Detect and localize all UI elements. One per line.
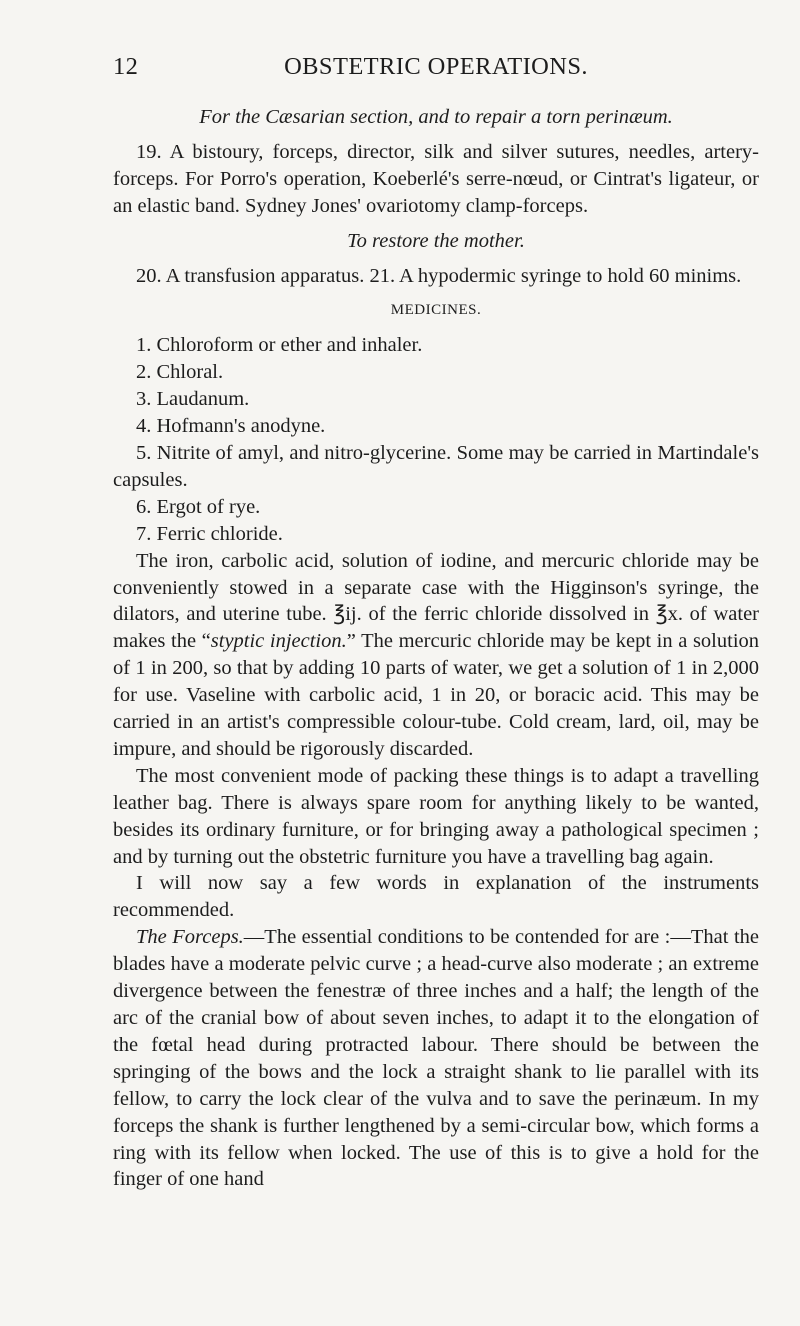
medicine-item: 3. Laudanum. [136,388,250,411]
paragraph-iron-part-2: ” The mercuric chloride may be kept in a solution of 1 in 200, so that by adding 10 parts of water, we get a solution of 1 in 2,000 for use. Vaseline with carbolic acid, 1 in 20, or boracic acid. This may be carried in an artist's compressible colour-tube. Cold cream, lard, oil, may be impure, and should be rigorously discarded. [113,630,760,760]
medicine-item: 1. Chloroform or ether and inhaler. [136,334,423,357]
page-number: 12 [113,53,139,80]
paragraph-iron-part-1: The iron, carbolic acid, solution of iodine, and mercuric chloride may be conveniently stowed in a separate case with the Higginson's syringe, the dilators, and uterine tube. ℥ij. of the ferric chloride dissolved in ℥x. of water makes the “ [113,549,759,653]
medicine-item: 2. Chloral. [136,361,224,384]
paragraph-20-21: 20. A transfusion apparatus. 21. A hypodermic syringe to hold 60 minims. [136,264,742,287]
paragraph-forceps-text: —The essential conditions to be contended for are :—That the blades have a moderate pelvic curve ; a head-curve also moderate ; an extreme divergence between the fenestræ of three inches and a half; the length of the arc of the cranial bow of about seven inches, to adapt it to the elongation of the fœtal head during protracted labour. There should be between the springing of the bows and the lock a straight shank to lie parallel with its fellow, to carry the lock clear of the vulva and to save the perinæum. In my forceps the shank is further lengthened by a semi-circular bow, which forms a ring with its fellow when locked. The use of this is to give a hold for the finger of one hand [113,926,759,1191]
paragraph-iron [113,548,759,763]
paragraph-packing: The most convenient mode of packing these things is to adapt a travelling leather bag. There is always spare room for anything likely to be wanted, besides its ordinary furniture, or for bringing away a pathological specimen ; and by turning out the obstetric furniture you have a travelling bag again. [113,764,759,868]
medicine-item: 6. Ergot of rye. [136,495,261,518]
section-heading-restore-text: To restore the mother. [347,229,525,252]
running-title: OBSTETRIC OPERATIONS. [284,53,588,80]
medicine-item: 7. Ferric chloride. [136,522,283,545]
medicine-item: 5. Nitrite of amyl, and nitro-glycerine. Some may be carried in Martindale's capsules. [113,441,759,491]
section-heading-caesarian-text: For the Cæsarian section, and to repair a torn perinæum. [199,106,673,128]
section-heading-restore [113,228,759,255]
forceps-term: The Forceps. [136,926,244,949]
section-heading-caesarian [113,104,759,131]
paragraph-explanation: I will now say a few words in explanation of the instruments recommended. [113,872,759,922]
medicines-heading: MEDICINES. [390,302,482,319]
paragraph-forceps [113,924,759,1193]
page-body [113,104,759,1193]
styptic-injection-term: styptic injection. [210,630,347,653]
medicine-item: 4. Hofmann's anodyne. [136,415,326,438]
paragraph-19: 19. A bistoury, forceps, director, silk and silver sutures, needles, artery-forceps. For Porro's operation, Koeberlé's serre-nœud, or Cintrat's ligateur, or an elastic band. Sydney Jones' ovariotomy clamp-forceps. [113,140,759,217]
